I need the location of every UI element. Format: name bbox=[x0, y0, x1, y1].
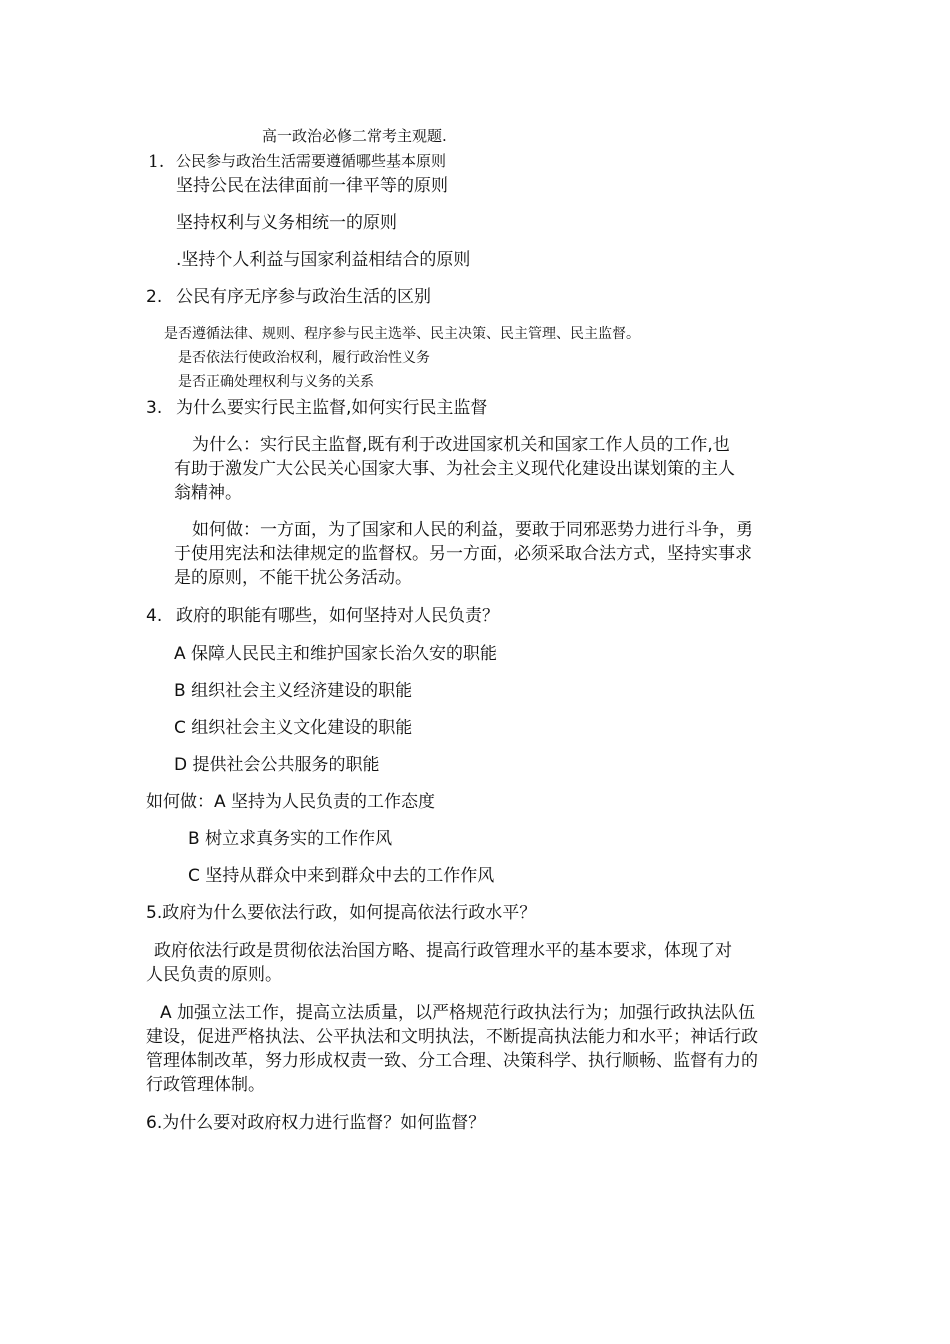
q2-number: 2. bbox=[146, 287, 163, 307]
q5-answer-line-3: 管理体制改革，努力形成权责一致、分工合理、决策科学、执行顺畅、监督有力的 bbox=[146, 1051, 758, 1071]
q5-answer-line-4: 行政管理体制。 bbox=[146, 1075, 265, 1095]
q4-number: 4. bbox=[146, 606, 163, 626]
q5-why-line-1: 政府依法行政是贯彻依法治国方略、提高行政管理水平的基本要求，体现了对 bbox=[154, 941, 732, 961]
q3-how-line-3: 是的原则，不能干扰公务活动。 bbox=[174, 568, 412, 588]
q5-answer-line-2: 建设，促进严格执法、公平执法和文明执法，不断提高执法能力和水平；神话行政 bbox=[146, 1027, 758, 1047]
q4-function-c: C 组织社会主义文化建设的职能 bbox=[174, 718, 413, 738]
q1-answer-1: 坚持公民在法律面前一律平等的原则 bbox=[176, 176, 448, 196]
q2-answer-3: 是否正确处理权利与义务的关系 bbox=[178, 374, 374, 390]
q4-function-d: D 提供社会公共服务的职能 bbox=[174, 755, 380, 775]
q2-answer-1: 是否遵循法律、规则、程序参与民主选举、民主决策、民主管理、民主监督。 bbox=[164, 326, 640, 342]
q2-answer-2: 是否依法行使政治权利，履行政治性义务 bbox=[178, 350, 430, 366]
q4-how-a: 如何做：A 坚持为人民负责的工作态度 bbox=[146, 792, 436, 812]
q3-question: 为什么要实行民主监督,如何实行民主监督 bbox=[176, 398, 488, 418]
q4-question: 政府的职能有哪些，如何坚持对人民负责？ bbox=[176, 606, 499, 626]
q3-why-line-3: 翁精神。 bbox=[174, 483, 242, 503]
q3-number: 3. bbox=[146, 398, 163, 418]
q3-why-line-1: 为什么：实行民主监督,既有利于改进国家机关和国家工作人员的工作,也 bbox=[192, 435, 730, 455]
q6-question: 6.为什么要对政府权力进行监督？如何监督？ bbox=[146, 1113, 486, 1133]
page-title: 高一政治必修二常考主观题. bbox=[262, 127, 447, 145]
q4-how-b: B 树立求真务实的工作作风 bbox=[188, 829, 393, 849]
q4-function-b: B 组织社会主义经济建设的职能 bbox=[174, 681, 413, 701]
q3-how-line-1: 如何做：一方面，为了国家和人民的利益，要敢于同邪恶势力进行斗争，勇 bbox=[192, 520, 753, 540]
q3-why-line-2: 有助于激发广大公民关心国家大事、为社会主义现代化建设出谋划策的主人 bbox=[174, 459, 735, 479]
q2-question: 公民有序无序参与政治生活的区别 bbox=[176, 287, 431, 307]
q5-question: 5.政府为什么要依法行政，如何提高依法行政水平？ bbox=[146, 903, 537, 923]
q3-how-line-2: 于使用宪法和法律规定的监督权。另一方面，必须采取合法方式，坚持实事求 bbox=[174, 544, 752, 564]
q1-number: 1. bbox=[148, 152, 165, 172]
q1-answer-2: 坚持权利与义务相统一的原则 bbox=[176, 213, 397, 233]
q5-why-line-2: 人民负责的原则。 bbox=[146, 965, 282, 985]
q1-question: 公民参与政治生活需要遵循哪些基本原则 bbox=[176, 152, 447, 170]
q5-answer-line-1: A 加强立法工作，提高立法质量，以严格规范行政执法行为；加强行政执法队伍 bbox=[160, 1003, 756, 1023]
q4-how-c: C 坚持从群众中来到群众中去的工作作风 bbox=[188, 866, 495, 886]
q4-function-a: A 保障人民民主和维护国家长治久安的职能 bbox=[174, 644, 498, 664]
q1-answer-3: .坚持个人利益与国家利益相结合的原则 bbox=[176, 250, 471, 270]
